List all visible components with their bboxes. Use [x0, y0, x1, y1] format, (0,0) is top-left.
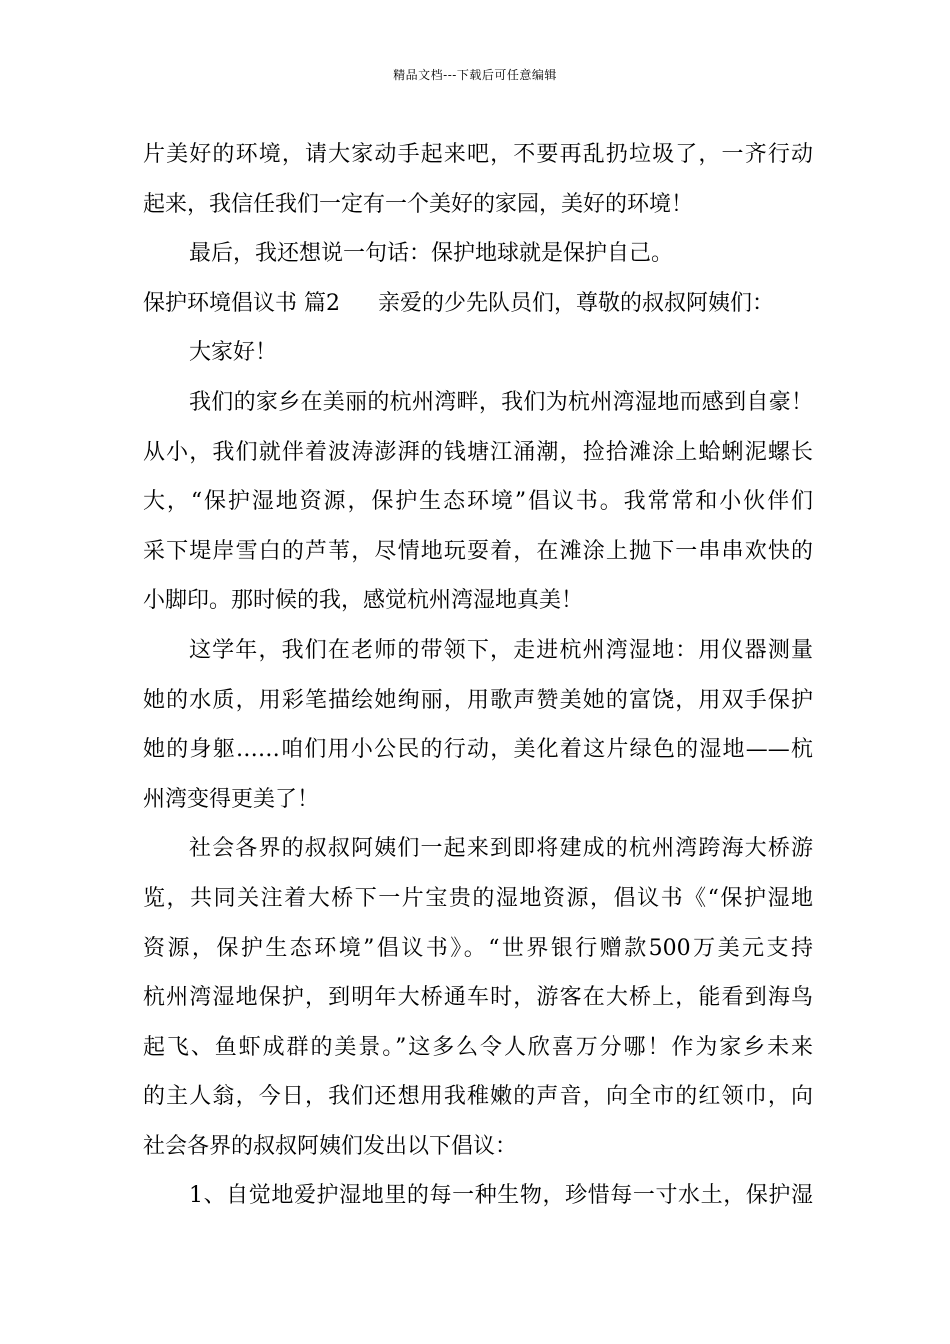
document-body [143, 130, 813, 1221]
text-line: 杭州湾湿地保护，到明年大桥通车时，游客在大桥上，能看到海鸟 [143, 985, 813, 1011]
list-item-line: 1、自觉地爱护湿地里的每一种生物，珍惜每一寸水土，保护湿 [189, 1183, 813, 1209]
text-line: 资源，保护生态环境”倡议书》。“世界银行赠款500万美元支持 [143, 935, 813, 961]
text-line: 她的身躯……咱们用小公民的行动，美化着这片绿色的湿地——杭 [143, 737, 813, 763]
greeting-line: 大家好！ [189, 340, 278, 366]
text-line: 览，共同关注着大桥下一片宝贵的湿地资源，倡议书《“保护湿地 [143, 885, 813, 911]
text-line: 社会各界的叔叔阿姨们一起来到即将建成的杭州湾跨海大桥游 [189, 836, 813, 862]
text-line: 这学年，我们在老师的带领下，走进杭州湾湿地：用仪器测量 [189, 637, 813, 663]
text-line: 社会各界的叔叔阿姨们发出以下倡议： [143, 1133, 518, 1159]
text-line: 从小，我们就伴着波涛澎湃的钱塘江涌潮，捡拾滩涂上蛤蜊泥螺长 [143, 439, 813, 465]
section-title-line [143, 279, 813, 329]
page-header: 精品文档---下载后可任意编辑 [393, 68, 557, 82]
text-line: 起飞、鱼虾成群的美景。”这多么令人欣喜万分哪！作为家乡未来 [143, 1034, 813, 1060]
text-line: 片美好的环境，请大家动手起来吧，不要再乱扔垃圾了，一齐行动 [143, 142, 813, 167]
text-line: 小脚印。那时候的我，感觉杭州湾湿地真美！ [143, 588, 584, 614]
text-line: 最后，我还想说一句话：保护地球就是保护自己。 [189, 241, 674, 267]
text-line: 她的水质，用彩笔描绘她绚丽，用歌声赞美她的富饶，用双手保护 [143, 687, 813, 713]
text-line: 我们的家乡在美丽的杭州湾畔，我们为杭州湾湿地而感到自豪！ [189, 389, 813, 415]
salutation: 亲爱的少先队员们，尊敬的叔叔阿姨们： [378, 290, 775, 316]
section-title: 保护环境倡议书 篇2 [143, 290, 340, 316]
text-line: 起来，我信任我们一定有一个美好的家园，美好的环境！ [143, 191, 694, 217]
text-line: 采下堤岸雪白的芦苇，尽情地玩耍着，在滩涂上抛下一串串欢快的 [143, 538, 813, 564]
text-line: 州湾变得更美了！ [143, 786, 320, 812]
text-line: 大，“保护湿地资源，保护生态环境”倡议书。我常常和小伙伴们 [143, 489, 813, 515]
text-line: 的主人翁，今日，我们还想用我稚嫩的声音，向全市的红领巾，向 [143, 1084, 813, 1110]
